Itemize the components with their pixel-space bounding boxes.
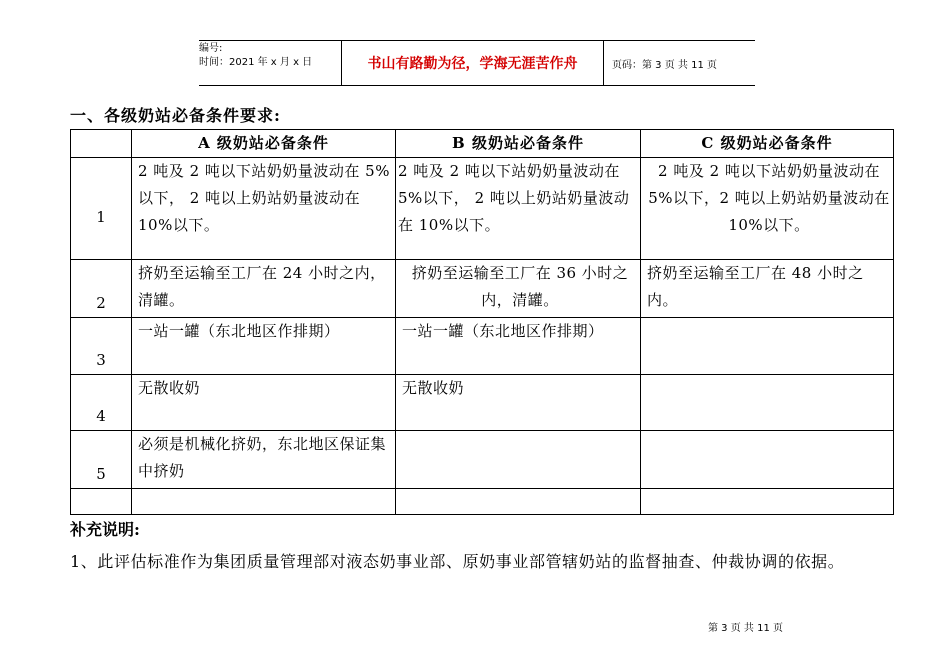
cell-a: 2 吨及 2 吨以下站奶奶量波动在 5%以下， 2 吨以上奶站奶量波动在 10%以下。	[132, 158, 396, 260]
table-row	[71, 318, 894, 375]
row-number: 2	[71, 260, 132, 318]
cell-b	[396, 489, 641, 515]
cell-c	[641, 318, 894, 375]
notes-title: 补充说明:	[70, 520, 140, 539]
cell-c	[641, 375, 894, 431]
row-number	[71, 489, 132, 515]
cell-b: 2 吨及 2 吨以下站奶奶量波动在 5%以下， 2 吨以上奶站奶量波动在 10%以下。	[396, 158, 641, 260]
number-label: 编号:	[199, 43, 223, 54]
cell-a: 挤奶至运输至工厂在 24 小时之内，清罐。	[132, 260, 396, 318]
header-page-info: 页码：第 3 页 共 11 页	[612, 59, 717, 71]
row-number: 4	[71, 375, 132, 431]
cell-c	[641, 489, 894, 515]
cell-b: 挤奶至运输至工厂在 36 小时之内，清罐。	[396, 260, 641, 318]
header-motto: 书山有路勤为径，学海无涯苦作舟	[342, 41, 604, 85]
section-title: 一、各级奶站必备条件要求:	[70, 106, 281, 125]
row-number: 5	[71, 431, 132, 489]
cell-c: 2 吨及 2 吨以下站奶奶量波动在 5%以下，2 吨以上奶站奶量波动在 10%以下。	[641, 158, 894, 260]
cell-a: 一站一罐（东北地区作排期）	[132, 318, 396, 375]
row-number: 1	[71, 158, 132, 260]
cell-a: 必须是机械化挤奶，东北地区保证集中挤奶	[132, 431, 396, 489]
cell-c: 挤奶至运输至工厂在 48 小时之内。	[641, 260, 894, 318]
notes-text: 1、此评估标准作为集团质量管理部对液态奶事业部、原奶事业部管辖奶站的监督抽查、仲裁协调的依据。	[70, 552, 845, 571]
cell-c	[641, 431, 894, 489]
requirements-table	[70, 129, 894, 515]
time-label: 时间：2021 年 x 月 x 日	[199, 57, 313, 68]
header-meta	[199, 41, 342, 85]
table-row	[71, 431, 894, 489]
header-cell-empty	[71, 130, 132, 158]
header-cell-a: A 级奶站必备条件	[132, 130, 396, 158]
row-number: 3	[71, 318, 132, 375]
table-row	[71, 260, 894, 318]
cell-a	[132, 489, 396, 515]
cell-b	[396, 431, 641, 489]
page-header	[199, 40, 755, 86]
header-cell-c: C 级奶站必备条件	[641, 130, 894, 158]
page-footer: 第 3 页 共 11 页	[708, 623, 783, 634]
table-row	[71, 375, 894, 431]
table-row	[71, 489, 894, 515]
table-row	[71, 158, 894, 260]
cell-a: 无散收奶	[132, 375, 396, 431]
cell-b: 一站一罐（东北地区作排期）	[396, 318, 641, 375]
cell-b: 无散收奶	[396, 375, 641, 431]
header-cell-b: B 级奶站必备条件	[396, 130, 641, 158]
table-header-row	[71, 130, 894, 158]
